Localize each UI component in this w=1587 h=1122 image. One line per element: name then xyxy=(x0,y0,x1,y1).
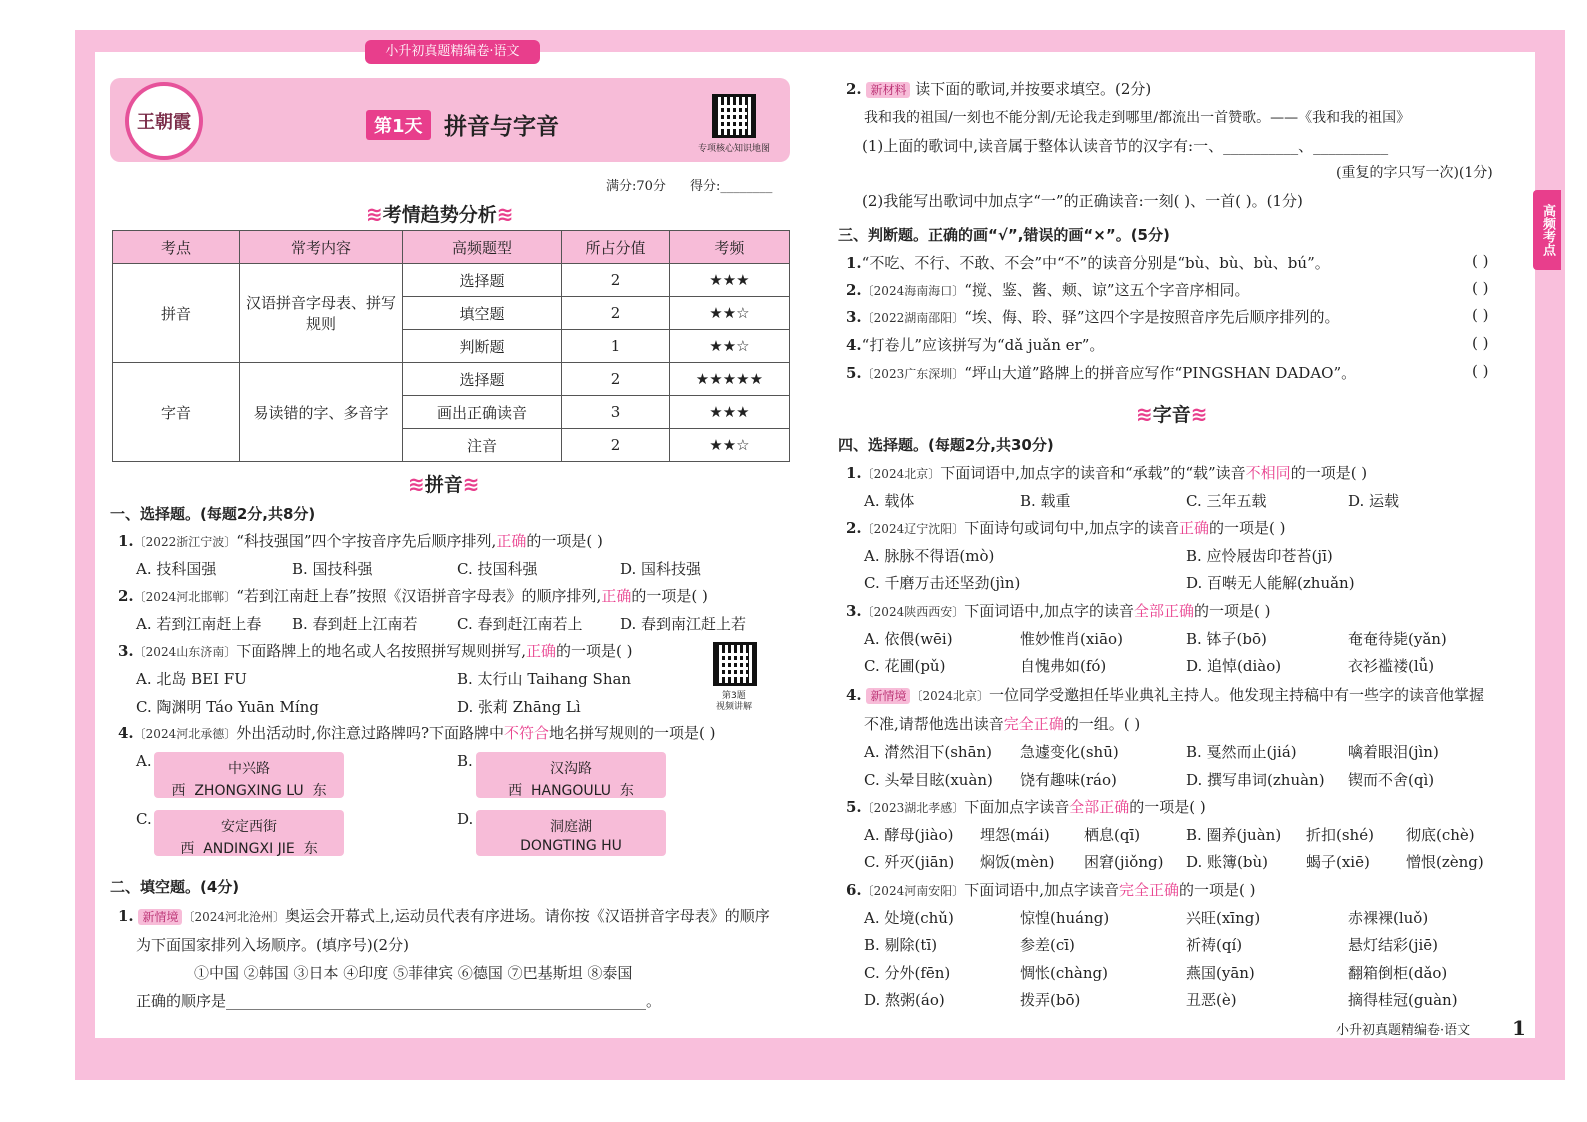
option[interactable]: D. 国科技强 xyxy=(620,560,702,578)
option[interactable]: D. 撰写串词(zhuàn) xyxy=(1186,771,1325,789)
option-word: 困窘(jiǒng) xyxy=(1084,853,1164,871)
option-word: 饶有趣味(ráo) xyxy=(1020,771,1117,789)
option-word: 彻底(chè) xyxy=(1406,826,1475,844)
question: 1. 新情境 〔2024河北沧州〕奥运会开幕式上,运动员代表有序进场。请你按《汉语拼音字母表》的顺序 xyxy=(118,907,770,925)
option[interactable]: C. 歼灭(jiān) xyxy=(864,853,955,871)
option[interactable]: B. 春到赶上江南若 xyxy=(292,615,418,633)
judge-item: 1.“不吃、不行、不敢、不会”中“不”的读音分别是“bù、bù、bù、bú”。 xyxy=(846,254,1330,272)
sign-pinyin: ZHONGXING LU xyxy=(194,783,304,799)
option-word: 参差(cī) xyxy=(1020,936,1075,954)
qr-caption: 第3题 xyxy=(722,691,746,701)
freq-cell: ★★★ xyxy=(669,396,789,429)
option[interactable]: D. 熬粥(áo) xyxy=(864,991,945,1009)
option-word: 奄奄待毙(yǎn) xyxy=(1348,630,1447,648)
sign-west: 西 xyxy=(171,783,186,799)
series-banner: 小升初真题精编卷·语文 xyxy=(365,40,540,64)
judge-item: 3.〔2022湖南邵阳〕“埃、侮、聆、驿”这四个字是按照音序先后顺序排列的。 xyxy=(846,308,1340,326)
option-word: 惟妙惟肖(xiāo) xyxy=(1020,630,1123,648)
point-cell: 字音 xyxy=(113,363,240,462)
option[interactable]: C. 千磨万击还坚劲(jìn) xyxy=(864,574,1021,592)
col-header: 常考内容 xyxy=(240,231,403,264)
option[interactable]: A. 若到江南赶上春 xyxy=(136,615,262,633)
day-badge: 第1天 xyxy=(366,110,431,140)
option-word: 噙着眼泪(jìn) xyxy=(1348,743,1439,761)
sign-pinyin: DONGTING HU xyxy=(520,838,622,854)
score-cell: 2 xyxy=(562,363,670,396)
option-word: 兴旺(xīng) xyxy=(1186,909,1261,927)
option[interactable]: C. 花圃(pǔ) xyxy=(864,657,946,675)
content-cell: 汉语拼音字母表、拼写规则 xyxy=(240,264,403,363)
question: 3.〔2024山东济南〕下面路牌上的地名或人名按照拼写规则拼写,正确的一项是( ) xyxy=(118,642,633,660)
sub-question[interactable]: (1)上面的歌词中,读音属于整体认读音节的汉字有:一、__________、__________ xyxy=(862,137,1389,155)
option-word: 急遽变化(shū) xyxy=(1020,743,1119,761)
option-word: 赤裸裸(luǒ) xyxy=(1348,909,1429,927)
question: 5.〔2023湖北孝感〕下面加点字读音全部正确的一项是( ) xyxy=(846,798,1206,816)
col-header: 所占分值 xyxy=(562,231,670,264)
sub-question[interactable]: (2)我能写出歌词中加点字“一”的正确读音:一刻( )、一首( )。(1分) xyxy=(862,192,1303,210)
score-cell: 1 xyxy=(562,330,670,363)
option-word: 蝎子(xiē) xyxy=(1306,853,1370,871)
option-word: 丑恶(è) xyxy=(1186,991,1237,1009)
option-word: 憎恨(zèng) xyxy=(1406,853,1484,871)
option[interactable]: C. 陶渊明 Táo Yuān Míng xyxy=(136,698,319,716)
answer-paren[interactable]: ( ) xyxy=(1472,306,1489,324)
question-line: 不准,请帮他选出读音完全正确的一组。( ) xyxy=(864,715,1141,733)
option[interactable]: D. 春到南江赶上若 xyxy=(620,615,747,633)
question: 6.〔2024河南安阳〕下面词语中,加点字读音完全正确的一项是( ) xyxy=(846,881,1256,899)
country-list: ①中国 ②韩国 ③日本 ④印度 ⑤菲律宾 ⑥德国 ⑦巴基斯坦 ⑧泰国 xyxy=(194,964,633,982)
type-cell: 选择题 xyxy=(403,363,562,396)
zi-section-heading: ≋字音≋ xyxy=(1136,402,1208,426)
option-word: 祈祷(qí) xyxy=(1186,936,1243,954)
qr-caption: 视频讲解 xyxy=(716,702,753,712)
answer-paren[interactable]: ( ) xyxy=(1472,334,1489,352)
option[interactable]: B. 钵子(bō) xyxy=(1186,630,1267,648)
road-sign[interactable] xyxy=(154,752,344,798)
option-word: 摘得桂冠(guàn) xyxy=(1348,991,1458,1009)
type-cell: 选择题 xyxy=(403,264,562,297)
col-header: 高频题型 xyxy=(403,231,562,264)
option-word: 自愧弗如(fó) xyxy=(1020,657,1107,675)
content-cell: 易读错的字、多音字 xyxy=(240,363,403,462)
option[interactable]: C. 技国科强 xyxy=(457,560,538,578)
option[interactable]: B. 太行山 Taihang Shan xyxy=(457,670,632,688)
option[interactable]: A. 载体 xyxy=(864,492,915,510)
option[interactable]: A. 潸然泪下(shān) xyxy=(864,743,993,761)
answer-line[interactable]: 正确的顺序是________________________________________________________。 xyxy=(136,992,662,1010)
type-cell: 注音 xyxy=(403,429,562,462)
option-letter[interactable]: D. xyxy=(457,810,474,828)
sign-east: 东 xyxy=(312,783,327,799)
score-label: 满分:70分 xyxy=(606,179,666,194)
option-word: 惊惶(huáng) xyxy=(1020,909,1110,927)
trend-table xyxy=(112,230,790,462)
sign-east: 东 xyxy=(619,783,634,799)
page-number: 1 xyxy=(1512,1016,1526,1040)
question: 2. 新材料 读下面的歌词,并按要求填空。(2分) xyxy=(846,80,1152,98)
page-title: 拼音与字音 xyxy=(444,114,559,140)
option[interactable]: A. 技科国强 xyxy=(136,560,217,578)
road-sign[interactable] xyxy=(476,752,666,798)
part2-heading: 二、填空题。(4分) xyxy=(110,878,240,896)
answer-paren[interactable]: ( ) xyxy=(1472,252,1489,270)
video-qr-icon[interactable] xyxy=(713,642,757,686)
question: 2.〔2024辽宁沈阳〕下面诗句或词句中,加点字的读音正确的一项是( ) xyxy=(846,519,1286,537)
score-blank: 得分:________ xyxy=(690,179,773,194)
option-word: 埋怨(mái) xyxy=(980,826,1050,844)
score-cell: 3 xyxy=(562,396,670,429)
point-cell: 拼音 xyxy=(113,264,240,363)
option-word: 衣衫褴褛(lǚ) xyxy=(1348,657,1435,675)
option[interactable]: B. 国技科强 xyxy=(292,560,373,578)
option[interactable]: D. 张莉 Zhāng Lì xyxy=(457,698,581,716)
sign-west: 西 xyxy=(508,783,523,799)
type-cell: 填空题 xyxy=(403,297,562,330)
question: 1.〔2022浙江宁波〕“科技强国”四个字按音序先后顺序排列,正确的一项是( ) xyxy=(118,532,603,550)
option[interactable]: D. 追悼(diào) xyxy=(1186,657,1282,675)
answer-paren[interactable]: ( ) xyxy=(1472,362,1489,380)
footer-text: 小升初真题精编卷·语文 xyxy=(1336,1023,1471,1038)
option-word: 拨弄(bō) xyxy=(1020,991,1081,1009)
answer-paren[interactable]: ( ) xyxy=(1472,279,1489,297)
option[interactable]: C. 头晕目眩(xuàn) xyxy=(864,771,993,789)
option[interactable]: B. 戛然而止(jiá) xyxy=(1186,743,1297,761)
part1-heading: 一、选择题。(每题2分,共8分) xyxy=(110,505,316,523)
judge-item: 2.〔2024海南海口〕“搅、鉴、酱、颊、谅”这五个字音序相同。 xyxy=(846,281,1250,299)
option-word: 翻箱倒柜(dǎo) xyxy=(1348,964,1448,982)
option-letter[interactable]: B. xyxy=(457,752,473,770)
option[interactable]: A. 酵母(jiào) xyxy=(864,826,954,844)
lyric: 我和我的祖国/一刻也不能分割/无论我走到哪里/都流出一首赞歌。——《我和我的祖国》 xyxy=(864,110,1411,126)
road-sign[interactable] xyxy=(476,810,666,856)
qr-code-icon[interactable] xyxy=(712,94,756,138)
question: 2.〔2024河北邯郸〕“若到江南赶上春”按照《汉语拼音字母表》的顺序排列,正确的一项是( ) xyxy=(118,587,708,605)
option-letter[interactable]: A. xyxy=(136,752,152,770)
option[interactable]: C. 三年五载 xyxy=(1186,492,1267,510)
judge-item: 5.〔2023广东深圳〕“坪山大道”路牌上的拼音应写作“PINGSHAN DADAO”。 xyxy=(846,364,1357,382)
question-line: 为下面国家排列入场顺序。(填序号)(2分) xyxy=(136,936,409,954)
option-word: 栖息(qī) xyxy=(1084,826,1141,844)
sign-east: 东 xyxy=(303,841,318,857)
option[interactable]: B. 剔除(tī) xyxy=(864,936,938,954)
option-word: 悬灯结彩(jiē) xyxy=(1348,936,1439,954)
type-cell: 画出正确读音 xyxy=(403,396,562,429)
option[interactable]: D. 运载 xyxy=(1348,492,1400,510)
sign-name: 中兴路 xyxy=(228,761,270,777)
sign-west: 西 xyxy=(180,841,195,857)
option[interactable]: A. 依偎(wēi) xyxy=(864,630,953,648)
freq-cell: ★★★ xyxy=(669,264,789,297)
score-cell: 2 xyxy=(562,429,670,462)
option-word: 折扣(shé) xyxy=(1306,826,1374,844)
sign-name: 洞庭湖 xyxy=(550,819,592,835)
sub-question-note: (重复的字只写一次)(1分) xyxy=(1336,165,1493,181)
freq-cell: ★★☆ xyxy=(669,429,789,462)
trend-heading: ≋考情趋势分析≋ xyxy=(366,202,514,226)
freq-cell: ★★☆ xyxy=(669,297,789,330)
option-word: 惆怅(chàng) xyxy=(1020,964,1108,982)
logo: 王朝霞 xyxy=(125,82,203,160)
option[interactable]: C. 分外(fēn) xyxy=(864,964,951,982)
side-tab: 高频考点 xyxy=(1533,190,1561,270)
question: 4. 新情境 〔2024北京〕一位同学受邀担任毕业典礼主持人。他发现主持稿中有一些字的读音他掌握 xyxy=(846,686,1485,704)
part4-heading: 四、选择题。(每题2分,共30分) xyxy=(838,436,1054,454)
type-cell: 判断题 xyxy=(403,330,562,363)
col-header: 考点 xyxy=(113,231,240,264)
option[interactable]: B. 载重 xyxy=(1020,492,1071,510)
road-sign[interactable] xyxy=(154,810,344,856)
pinyin-section-heading: ≋拼音≋ xyxy=(408,472,480,496)
option[interactable]: A. 北岛 BEI FU xyxy=(136,670,247,688)
col-header: 考频 xyxy=(669,231,789,264)
score-cell: 2 xyxy=(562,264,670,297)
freq-cell: ★★★★★ xyxy=(669,363,789,396)
sign-name: 汉沟路 xyxy=(550,761,592,777)
judge-item: 4.“打卷儿”应该拼写为“dǎ juǎn er”。 xyxy=(846,336,1105,354)
option-word: 焖饭(mèn) xyxy=(980,853,1055,871)
option[interactable]: B. 圈养(juàn) xyxy=(1186,826,1282,844)
sign-pinyin: HANGOULU xyxy=(530,783,612,799)
option[interactable]: A. 脉脉不得语(mò) xyxy=(864,547,995,565)
qr-caption: 专项核心知识地图 xyxy=(698,144,771,154)
option-letter[interactable]: C. xyxy=(136,810,152,828)
option[interactable]: D. 账簿(bù) xyxy=(1186,853,1268,871)
question: 4.〔2024河北承德〕外出活动时,你注意过路牌吗?下面路牌中不符合地名拼写规则的一项是( ) xyxy=(118,724,716,742)
score-cell: 2 xyxy=(562,297,670,330)
sign-pinyin: ANDINGXI JIE xyxy=(203,841,295,857)
question: 3.〔2024陕西西安〕下面词语中,加点字的读音全部正确的一项是( ) xyxy=(846,602,1271,620)
option[interactable]: A. 处境(chǔ) xyxy=(864,909,954,927)
option[interactable]: C. 春到赶江南若上 xyxy=(457,615,583,633)
question: 1.〔2024北京〕下面词语中,加点字的读音和“承载”的“载”读音不相同的一项是( ) xyxy=(846,464,1368,482)
part3-heading: 三、判断题。正确的画“√”,错误的画“×”。(5分) xyxy=(838,226,1170,244)
option-word: 燕国(yān) xyxy=(1186,964,1255,982)
freq-cell: ★★☆ xyxy=(669,330,789,363)
option[interactable]: B. 应怜屐齿印苍苔(jī) xyxy=(1186,547,1333,565)
sign-name: 安定西街 xyxy=(221,819,277,835)
option[interactable]: D. 百啭无人能解(zhuǎn) xyxy=(1186,574,1355,592)
option-word: 锲而不舍(qì) xyxy=(1348,771,1435,789)
